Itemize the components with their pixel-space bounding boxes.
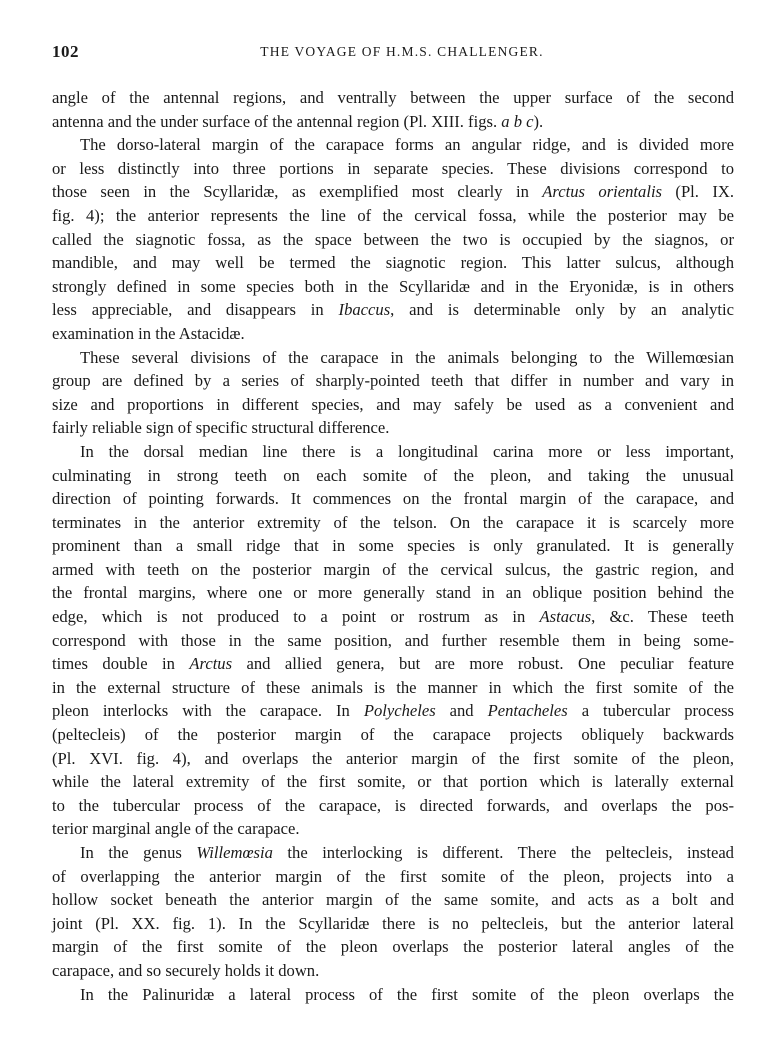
text-run: and [435,701,488,721]
text-line [52,157,734,181]
text-line [52,770,734,794]
text-line [52,369,734,393]
text-line [52,133,734,157]
running-title: THE VOYAGE OF H.M.S. CHALLENGER. [260,44,544,59]
text-run: fairly reliable sign of specific structural difference. [52,418,390,438]
italic-taxon: Arctus [189,654,233,674]
text-run: of overlapping the anterior margin of the first somite of the pleon, projects into a [52,866,734,886]
text-line [52,416,734,440]
text-run: antenna and the under surface of the antennal region (Pl. XIII. figs. [52,111,502,131]
text-run: those seen in the Scyllaridæ, as exemplified most clearly in [52,182,543,202]
text-run: joint (Pl. XX. fig. 1). In the Scyllaridæ there is no peltecleis, but the anterior lateral [52,913,734,933]
italic-taxon: Willemœsia [196,843,273,862]
text-run: correspond with those in the same position, and further resemble them in being some- [52,630,734,650]
text-line [52,888,734,912]
text-run: terior marginal angle of the carapace. [52,819,300,839]
text-run: culminating in strong teeth on each somite of the pleon, and taking the unusual [52,465,734,485]
text-run: , &c. These teeth [591,607,734,627]
text-run: the interlocking is different. There the peltecleis, instead [272,843,734,862]
text-run: strongly defined in some species both in the Scyllaridæ and in the Eryonidæ, is in others [52,276,734,296]
text-line [52,298,734,322]
paragraph [52,133,734,345]
text-run: edge, which is not produced to a point or rostrum as in [52,607,540,627]
italic-taxon: Pentacheles [487,701,568,721]
text-line [52,558,734,582]
paragraph [52,86,734,133]
text-run: (peltecleis) of the posterior margin of the carapace projects obliquely backwards [52,725,734,745]
italic-taxon: Polycheles [363,701,436,721]
text-run: examination in the Astacidæ. [52,323,245,343]
text-run: margin of the first somite of the pleon overlaps the posterior lateral angles of the [52,937,734,957]
text-line [52,817,734,841]
page-number: 102 [52,42,79,61]
paragraph [52,983,734,1007]
text-run: mandible, and may well be termed the siagnotic region. This latter sulcus, although [52,253,734,273]
body-text [52,86,734,1006]
text-line [52,440,734,464]
text-line [52,959,734,983]
italic-taxon: a b c [501,111,534,131]
text-run: less appreciable, and disappears in [52,300,339,320]
text-line [52,86,734,110]
text-run: armed with teeth on the posterior margin of the cervical sulcus, the gastric region, and [52,559,734,579]
text-line [52,794,734,818]
text-run: fig. 4); the anterior represents the line of the cervical fossa, while the posterior may be [52,205,734,225]
text-run: carapace, and so securely holds it down. [52,960,320,980]
text-run: times double in [52,654,190,674]
text-line [52,699,734,723]
text-run: These several divisions of the carapace in the animals belonging to the Willemœsian [80,347,734,367]
paragraph [52,440,734,841]
text-run: In the genus [80,843,197,862]
text-run: the frontal margins, where one or more generally stand in an oblique position behind the [52,583,734,603]
text-line [52,346,734,370]
text-line [52,393,734,417]
text-line [52,605,734,629]
text-run: (Pl. XVI. fig. 4), and overlaps the anterior margin of the first somite of the pleon, [52,748,734,768]
text-run: direction of pointing forwards. It commences on the frontal margin of the carapace, and [52,489,734,509]
text-line [52,581,734,605]
text-run: group are defined by a series of sharply-pointed teeth that differ in number and vary in [52,371,734,391]
text-line [52,652,734,676]
text-line [52,912,734,936]
text-run: in the external structure of these animals is the manner in which the first somite of the [52,677,734,697]
text-run: In the Palinuridæ a lateral process of the first somite of the pleon overlaps the [80,984,734,1004]
text-line [52,180,734,204]
text-run: , and is determinable only by an analytic [390,300,735,320]
text-line [52,204,734,228]
text-line [52,676,734,700]
text-line [52,935,734,959]
page-header [52,42,734,66]
text-line [52,841,734,865]
italic-taxon: Astacus [539,607,592,627]
text-run: In the dorsal median line there is a longitudinal carina more or less important, [80,441,734,461]
text-run: a tubercular process [567,701,734,721]
text-line [52,322,734,346]
text-line [52,747,734,771]
text-run: or less distinctly into three portions in separate species. These divisions correspond to [52,158,734,178]
text-line [52,464,734,488]
text-line [52,865,734,889]
text-run: and allied genera, but are more robust. One peculiar feature [232,654,734,674]
text-line [52,487,734,511]
text-run: hollow socket beneath the anterior margin of the same somite, and acts as a bolt and [52,890,734,910]
text-line [52,534,734,558]
text-run: ). [533,111,544,131]
text-run: prominent than a small ridge that in some species is only granulated. It is generally [52,536,734,556]
text-run: to the tubercular process of the carapace, is directed forwards, and overlaps the pos- [52,795,734,815]
text-run: angle of the antennal regions, and ventrally between the upper surface of the second [52,88,734,107]
paragraph [52,841,734,983]
text-line [52,511,734,535]
text-line [52,629,734,653]
text-run: size and proportions in different species, and may safely be used as a convenient and [52,394,734,414]
text-line [52,110,734,134]
text-line [52,228,734,252]
italic-taxon: Arctus orientalis [542,182,663,202]
text-line [52,983,734,1007]
text-run: (Pl. IX. [662,182,735,202]
paragraph [52,346,734,440]
text-line [52,275,734,299]
text-run: called the siagnotic fossa, as the space between the two is occupied by the siagnos, or [52,229,734,249]
text-line [52,723,734,747]
text-run: pleon interlocks with the carapace. In [52,701,364,721]
text-run: The dorso-lateral margin of the carapace forms an angular ridge, and is divided more [80,135,734,155]
text-run: while the lateral extremity of the first somite, or that portion which is laterally external [52,772,734,792]
text-line [52,251,734,275]
italic-taxon: Ibaccus [338,300,391,320]
text-run: terminates in the anterior extremity of the telson. On the carapace it is scarcely more [52,512,734,532]
